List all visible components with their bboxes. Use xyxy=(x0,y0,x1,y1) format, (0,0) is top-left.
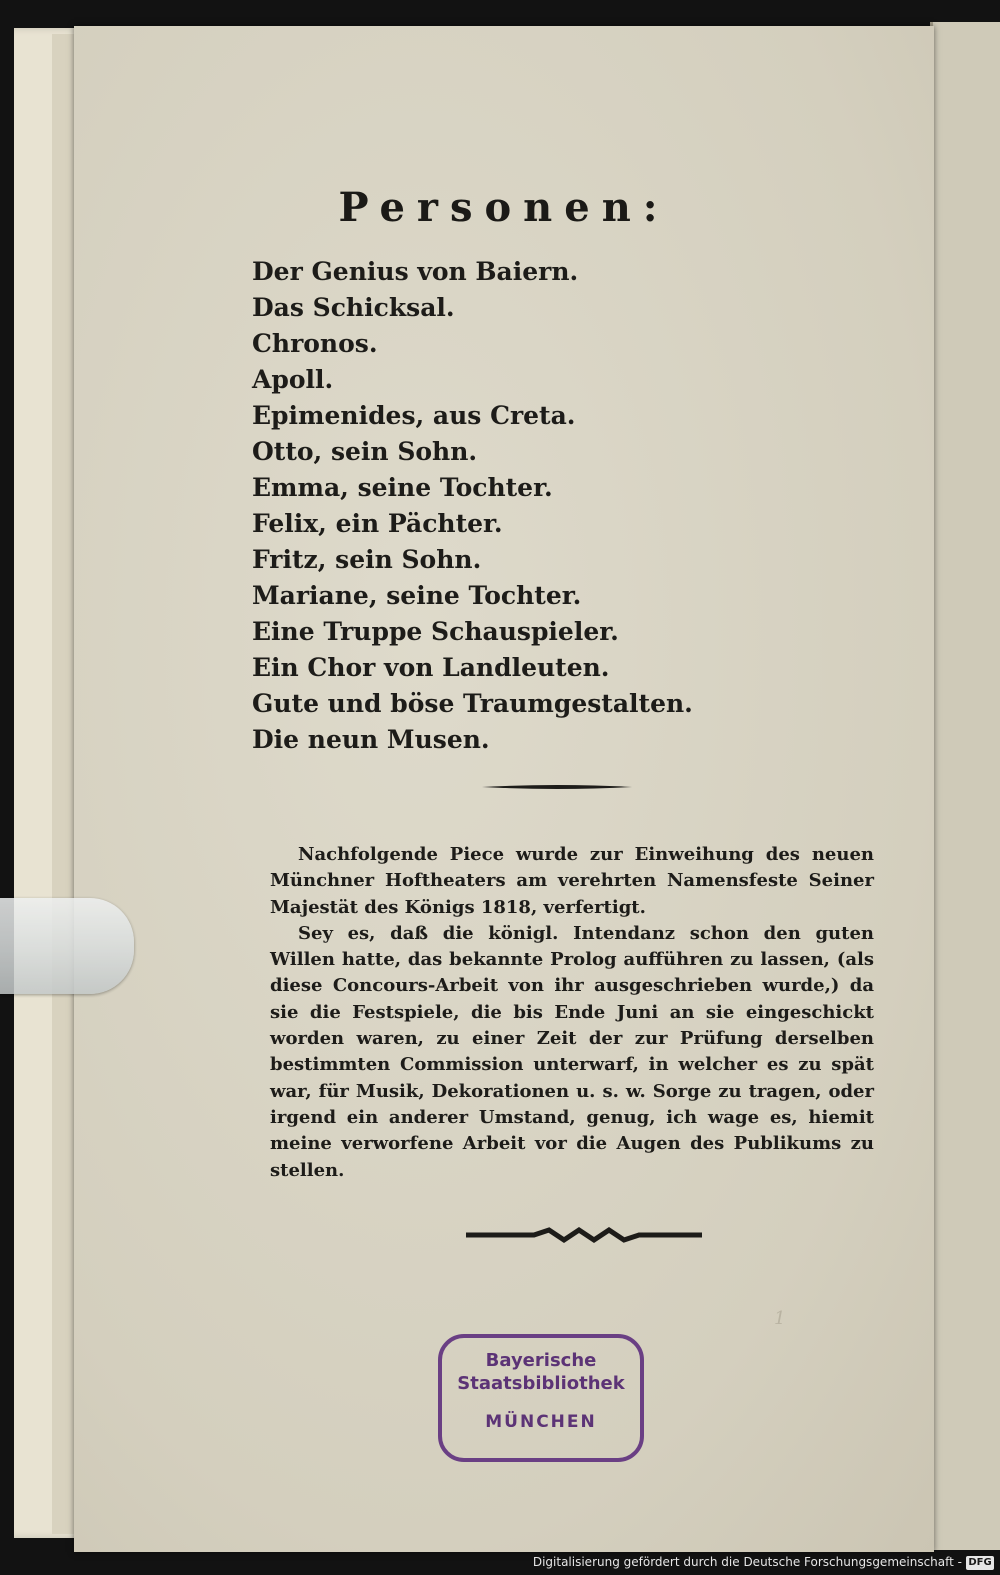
cast-item: Chronos. xyxy=(252,329,378,358)
scanner-page-clip xyxy=(0,898,134,994)
library-stamp xyxy=(438,1334,644,1462)
cast-item: Otto, sein Sohn. xyxy=(252,437,478,466)
next-page-edge xyxy=(930,22,1000,1550)
cast-item: Apoll. xyxy=(252,365,334,394)
note-paragraph: Nachfolgende Piece wurde zur Einweihung des neuen Münchner Hoftheaters am verehrten Namensfeste Seiner Majestät des Königs 1818, verfertigt. xyxy=(270,844,874,918)
book-page xyxy=(74,26,934,1552)
cast-item: Der Genius von Baiern. xyxy=(252,257,579,286)
signature-mark: 1 xyxy=(774,1308,786,1329)
section-divider xyxy=(482,784,632,790)
stamp-line: Staatsbibliothek xyxy=(457,1373,625,1394)
cast-list xyxy=(252,254,852,758)
cast-item: Gute und böse Traumgestalten. xyxy=(252,689,693,718)
cast-item: Fritz, sein Sohn. xyxy=(252,545,482,574)
cast-item: Eine Truppe Schauspieler. xyxy=(252,617,619,646)
note-paragraph: Sey es, daß die königl. Intendanz schon den guten Willen hatte, das bekannte Prolog aufführen zu lassen, (als diese Concours-Arbeit von ihr ausgeschrieben wurde,) da sie die Festspiele, die bis Ende Juni an sie eingeschickt worden waren, zu einer Zeit der zur Prüfung derselben bestimmten Commission unterwarf, in welcher es zu spät war, für Musik, Dekorationen u. s. w. Sorge zu tragen, oder irgend ein anderer Umstand, genug, ich wage es, hiemit meine verworfene Arbeit vor die Augen des Publikums zu stellen. xyxy=(270,922,874,1181)
ornamental-divider xyxy=(464,1224,704,1246)
stamp-line: MÜNCHEN xyxy=(485,1412,597,1432)
cast-item: Ein Chor von Landleuten. xyxy=(252,653,610,682)
stamp-line: Bayerische xyxy=(485,1350,597,1371)
dfg-logo-icon: DFG xyxy=(966,1556,994,1570)
page-title: Personen: xyxy=(338,184,670,231)
preface-note xyxy=(270,842,874,1184)
cast-item: Mariane, seine Tochter. xyxy=(252,581,582,610)
cast-item: Epimenides, aus Creta. xyxy=(252,401,576,430)
funding-credit: Digitalisierung gefördert durch die Deutsche Forschungsgemeinschaft - xyxy=(532,1555,962,1569)
cast-item: Die neun Musen. xyxy=(252,725,490,754)
cast-item: Felix, ein Pächter. xyxy=(252,509,503,538)
cast-item: Das Schicksal. xyxy=(252,293,455,322)
cast-item: Emma, seine Tochter. xyxy=(252,473,553,502)
